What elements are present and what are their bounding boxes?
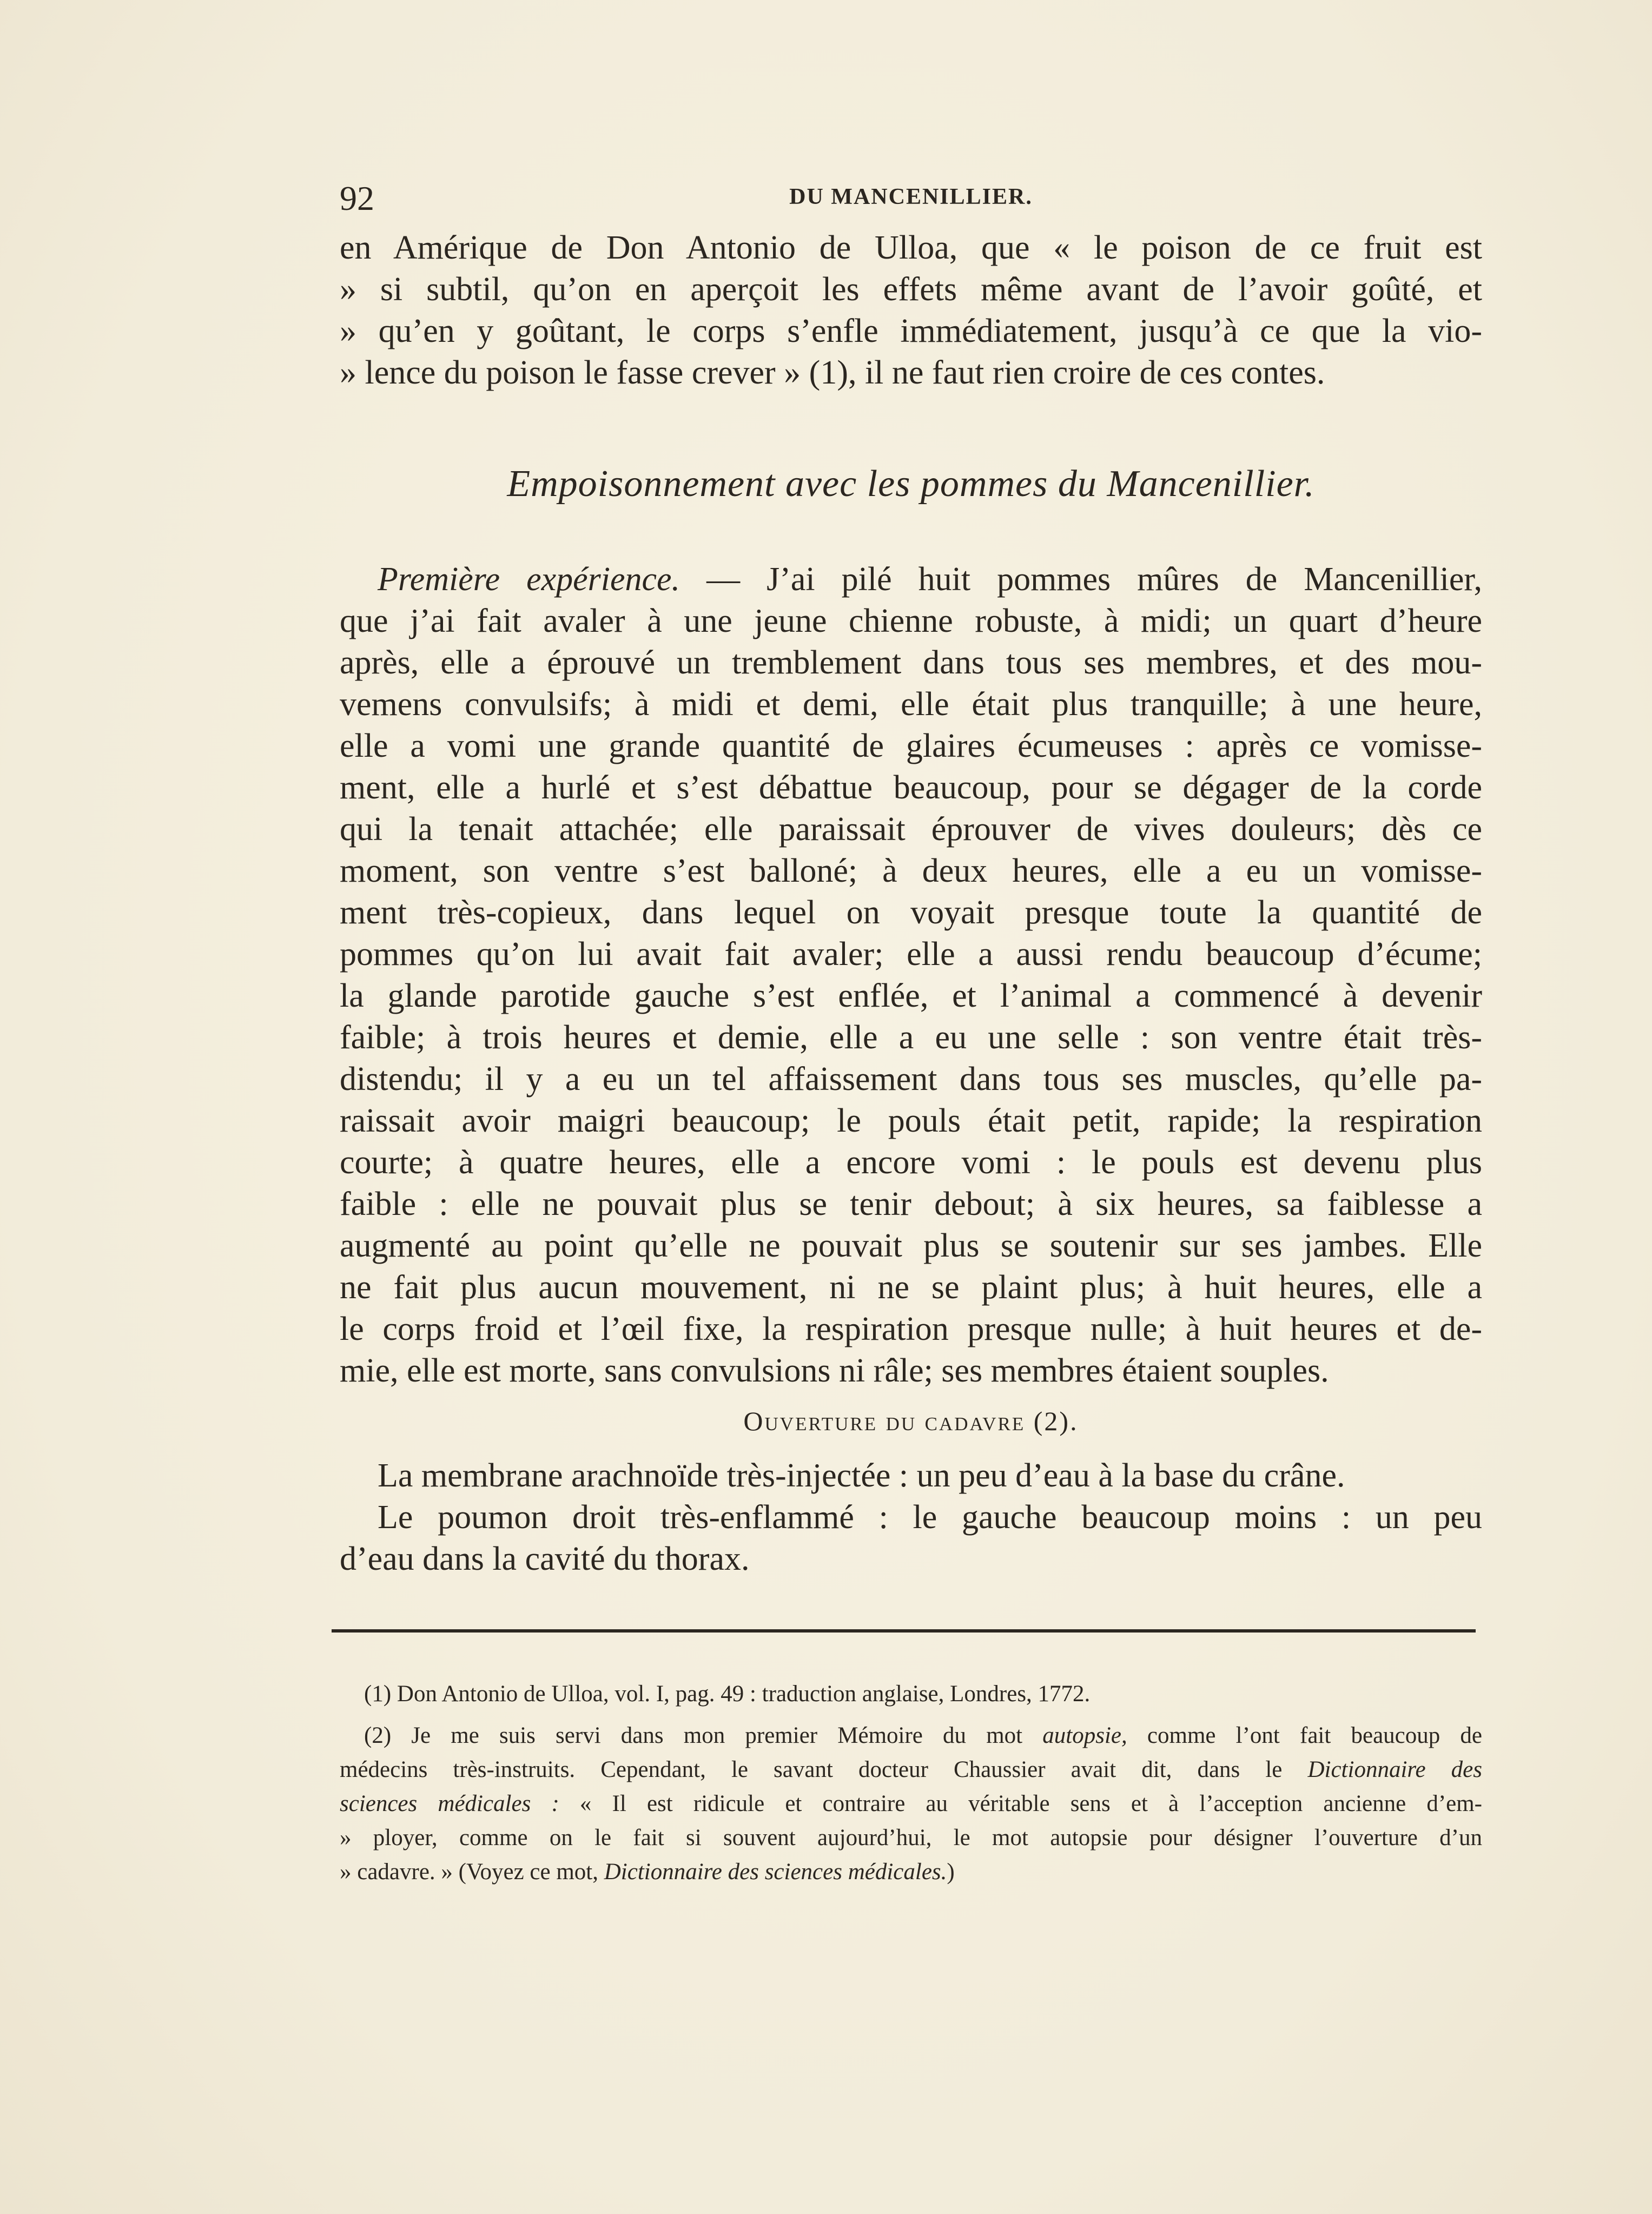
text-line: la glande parotide gauche s’est enflée, et l’animal a commencé à devenir	[340, 977, 1482, 1014]
footnote-text: » cadavre. » (Voyez ce mot,	[340, 1859, 604, 1885]
text-line: raissait avoir maigri beaucoup; le pouls était petit, rapide; la respiration	[340, 1102, 1482, 1139]
text-line: La membrane arachnoïde très-injectée : un peu d’eau à la base du crâne.	[378, 1457, 1345, 1494]
text-line: augmenté au point qu’elle ne pouvait plus se soutenir sur ses jambes. Elle	[340, 1227, 1482, 1264]
experiment-paragraph	[340, 559, 1482, 1392]
footnote-italic: Dictionnaire des sciences médicales.	[604, 1859, 947, 1885]
footnote-italic: Dictionnaire des	[1307, 1757, 1482, 1782]
footnote-rule	[332, 1629, 1476, 1633]
text-line: d’eau dans la cavité du thorax.	[340, 1541, 750, 1577]
text-line: faible : elle ne pouvait plus se tenir debout; à six heures, sa faiblesse a	[340, 1186, 1482, 1222]
text-line: que j’ai fait avaler à une jeune chienne robuste, à midi; un quart d’heure	[340, 603, 1482, 639]
text-line: ment, elle a hurlé et s’est débattue beaucoup, pour se dégager de la corde	[340, 769, 1482, 806]
footnote-text: médecins très-instruits. Cependant, le savant docteur Chaussier avait dit, dans le	[340, 1757, 1308, 1782]
text-line: distendu; il y a eu un tel affaissement dans tous ses muscles, qu’elle pa-	[340, 1061, 1482, 1098]
text-line: courte; à quatre heures, elle a encore vomi : le pouls est devenu plus	[340, 1144, 1482, 1181]
text-line: » qu’en y goûtant, le corps s’enfle immédiatement, jusqu’à ce que la vio-	[340, 313, 1482, 349]
footnote-text: « Il est ridicule et contraire au véritable sens et à l’acception ancienne d’em-	[559, 1791, 1482, 1816]
text-line: qui la tenait attachée; elle paraissait éprouver de vives douleurs; dès ce	[340, 811, 1482, 848]
footnote-italic: autopsie,	[1042, 1723, 1127, 1748]
page-number: 92	[340, 179, 374, 217]
autopsy-paragraph	[340, 1455, 1482, 1580]
text-line: » si subtil, qu’on en aperçoit les effets même avant de l’avoir goûté, et	[340, 271, 1482, 308]
footnote-2-line	[340, 1855, 1482, 1889]
experiment-lead: Première expérience.	[378, 561, 680, 598]
autopsy-heading: Ouverture du cadavre (2).	[743, 1406, 1079, 1436]
text-line: en Amérique de Don Antonio de Ulloa, que « le poison de ce fruit est	[340, 229, 1482, 266]
text-line	[340, 559, 1482, 600]
footnote-text: )	[947, 1859, 955, 1885]
footnote-italic: sciences médicales :	[340, 1791, 559, 1816]
text-line: mie, elle est morte, sans convulsions ni râle; ses membres étaient souples.	[340, 1352, 1329, 1389]
footnote-2-line	[340, 1753, 1482, 1787]
footnote-text: comme l’ont fait beaucoup de	[1127, 1723, 1482, 1748]
footnote-2-line	[340, 1787, 1482, 1821]
running-head	[340, 179, 1482, 216]
text-line: elle a vomi une grande quantité de glaires écumeuses : après ce vomisse-	[340, 728, 1482, 764]
intro-paragraph	[340, 227, 1482, 394]
text-line: ment très-copieux, dans lequel on voyait presque toute la quantité de	[340, 894, 1482, 931]
footnote-2-line	[340, 1719, 1482, 1753]
footnotes	[340, 1677, 1482, 1889]
section-heading: Empoisonnement avec les pommes du Mancenillier.	[507, 463, 1315, 505]
footnote-2-line: » ployer, comme on le fait si souvent aujourd’hui, le mot autopsie pour désigner l’ouverture d’un	[340, 1825, 1482, 1850]
text-line: pommes qu’on lui avait fait avaler; elle a aussi rendu beaucoup d’écume;	[340, 936, 1482, 973]
text-line: Le poumon droit très-enflammé : le gauche beaucoup moins : un peu	[378, 1499, 1482, 1536]
text-line: après, elle a éprouvé un tremblement dans tous ses membres, et des mou-	[340, 644, 1482, 681]
text-line: le corps froid et l’œil fixe, la respiration presque nulle; à huit heures et de-	[340, 1311, 1482, 1347]
footnote-1: (1) Don Antonio de Ulloa, vol. I, pag. 49 : traduction anglaise, Londres, 1772.	[364, 1681, 1091, 1707]
text-line: faible; à trois heures et demie, elle a eu une selle : son ventre était très-	[340, 1019, 1482, 1056]
running-title: DU MANCENILLIER.	[789, 184, 1033, 209]
footnote-text: (2) Je me suis servi dans mon premier Mémoire du mot	[364, 1723, 1043, 1748]
experiment-first-line: — J’ai pilé huit pommes mûres de Mancenillier,	[680, 561, 1482, 598]
text-line: ne fait plus aucun mouvement, ni ne se plaint plus; à huit heures, elle a	[340, 1269, 1482, 1306]
text-line: vemens convulsifs; à midi et demi, elle était plus tranquille; à une heure,	[340, 686, 1482, 723]
text-line: moment, son ventre s’est balloné; à deux heures, elle a eu un vomisse-	[340, 852, 1482, 889]
text-line: » lence du poison le fasse crever » (1), il ne faut rien croire de ces contes.	[340, 354, 1325, 391]
